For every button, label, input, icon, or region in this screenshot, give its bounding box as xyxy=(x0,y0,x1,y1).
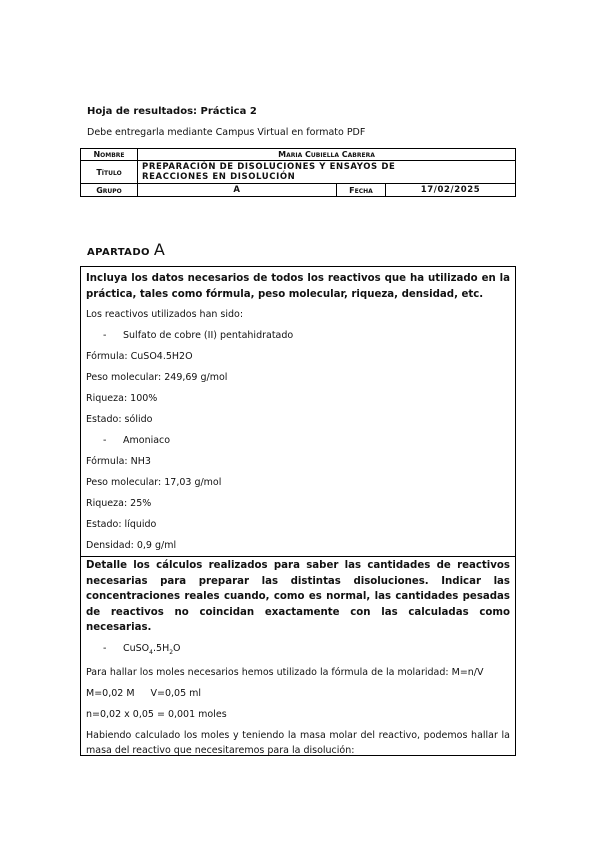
info-row-grupo xyxy=(81,184,516,197)
section-heading xyxy=(87,240,165,259)
molarity-volume-line xyxy=(81,683,515,704)
reagent-2-formula: Fórmula: NH3 xyxy=(86,456,151,467)
section-label: APARTADO xyxy=(87,247,150,258)
info-row-nombre xyxy=(81,149,516,161)
section-letter: A xyxy=(153,240,166,259)
fecha-value: 17/02/2025 xyxy=(386,184,516,197)
answer-box xyxy=(80,266,516,756)
formula-part-cuso: CuSO xyxy=(123,642,150,654)
reagents-intro: Los reactivos utilizados han sido: xyxy=(86,309,244,320)
nombre-value: Maria Cubiella Cabrera xyxy=(138,149,516,161)
mass-conclusion: Habiendo calculado los moles y teniendo la masa molar del reactivo, podemos hallar la masa del reactivo que necesitaremos para la disolución: xyxy=(86,730,510,756)
page-title: Hoja de resultados: Práctica 2 xyxy=(87,106,257,117)
fecha-label: Fecha xyxy=(337,184,386,197)
reagent-1-name-text: Sulfato de cobre (II) pentahidratado xyxy=(123,330,294,341)
reagent-1-molecular-weight: Peso molecular: 249,69 g/mol xyxy=(86,372,228,383)
reagent-2-name-text: Amoniaco xyxy=(123,435,171,446)
reagent-1-name: - Sulfato de cobre (II) pentahidratado xyxy=(103,330,294,341)
volume-value: V=0,05 ml xyxy=(150,688,202,700)
reagent-2-density: Densidad: 0,9 g/ml xyxy=(86,540,177,551)
moles-calculation: n=0,02 x 0,05 = 0,001 moles xyxy=(86,709,227,721)
reagent-2-state: Estado: líquido xyxy=(86,519,157,530)
formula-sub-2: 2 xyxy=(169,648,174,656)
grupo-value: A xyxy=(138,184,337,197)
titulo-line-2: REACCIONES EN DISOLUCIÓN xyxy=(142,172,296,182)
titulo-line-1: PREPARACIÓN DE DISOLUCIONES Y ENSAYOS DE xyxy=(142,162,396,172)
cuso4-formula xyxy=(123,643,181,654)
reagent-1-state: Estado: sólido xyxy=(86,414,153,425)
submission-instructions: Debe entregarla mediante Campus Virtual en formato PDF xyxy=(87,127,366,138)
reagent-2-molecular-weight: Peso molecular: 17,03 g/mol xyxy=(86,477,222,488)
reagent-1-formula: Fórmula: CuSO4.5H2O xyxy=(86,351,193,362)
reagent-2-purity: Riqueza: 25% xyxy=(86,498,152,509)
info-table xyxy=(80,148,516,197)
molarity-formula-line: Para hallar los moles necesarios hemos utilizado la fórmula de la molaridad: M=n/V xyxy=(86,667,484,679)
calc-reagent-bullet: - $CuSO_4.5H_2O$ xyxy=(103,642,181,656)
grupo-label: Grupo xyxy=(81,184,138,197)
reagent-2-name: - Amoniaco xyxy=(103,435,171,446)
molarity-value: M=0,02 M xyxy=(86,688,135,700)
reagent-1-purity: Riqueza: 100% xyxy=(86,393,158,404)
titulo-label: Título xyxy=(81,161,138,184)
question-2-prompt: Detalle los cálculos realizados para saber las cantidades de reactivos necesarias para preparar las distintas disoluciones. Indicar las concentraciones reales cuando, como es normal, las cantidades pesadas de reactivos no coincidan exactamente con las calculadas como necesarias. xyxy=(81,556,515,638)
formula-sub-4: 4 xyxy=(149,648,153,656)
formula-part-o: O xyxy=(173,642,181,654)
formula-part-5h: .5H xyxy=(153,642,170,654)
nombre-label: Nombre xyxy=(81,149,138,161)
titulo-value xyxy=(138,161,516,184)
question-1-prompt: Incluya los datos necesarios de todos los reactivos que ha utilizado en la práctica, tales como fórmula, peso molecular, riqueza, densidad, etc. xyxy=(86,273,510,300)
info-row-titulo xyxy=(81,161,516,184)
